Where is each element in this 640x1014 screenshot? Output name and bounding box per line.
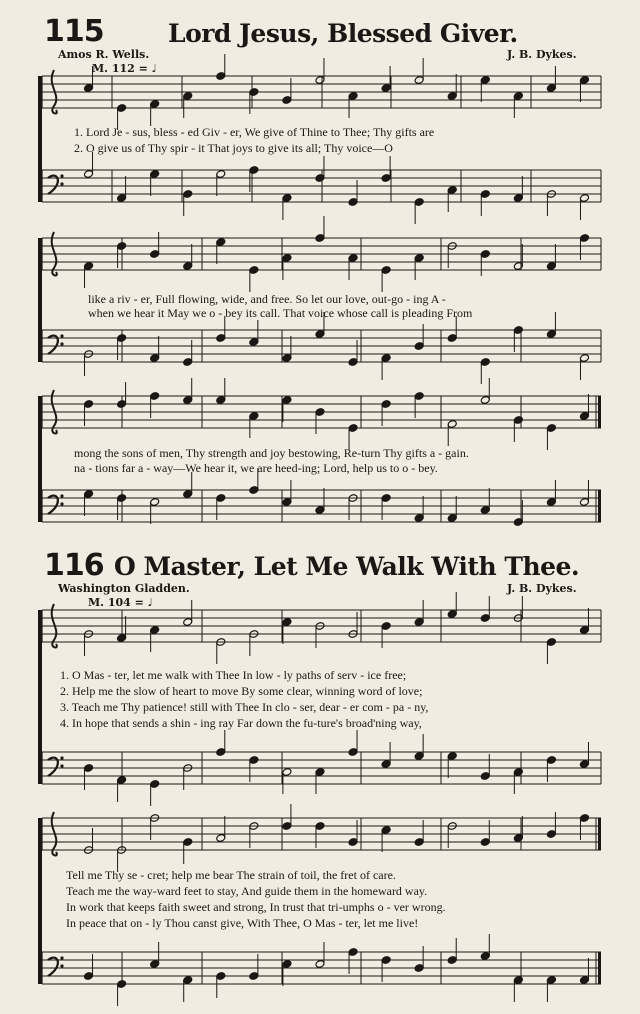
hymn-title: O Master, Let Me Walk With Thee. xyxy=(114,552,580,581)
system-bracket xyxy=(38,76,42,202)
lyric-verse-line: na - tions far a - way—We hear it, we are heed-ing; Lord, help us to o - bey. xyxy=(74,461,438,475)
system-bracket xyxy=(38,396,42,522)
bass-clef-icon xyxy=(60,182,63,185)
bass-clef-icon xyxy=(60,764,63,767)
bass-clef-icon xyxy=(60,494,63,497)
lyric-verse-line: 4. In hope that sends a shin - ing ray Far down the fu-ture's broad'ning way, xyxy=(60,716,422,730)
lyric-verse-line: 2. Help me the slow of heart to move By some clear, winning word of love; xyxy=(60,684,423,698)
lyric-verse-line: In work that keeps faith sweet and strong, In trust that tri-umphs o - ver wrong. xyxy=(66,900,446,914)
system-bracket xyxy=(38,610,42,784)
tempo-marking: M. 112 = ♩ xyxy=(92,62,157,75)
bass-clef-icon xyxy=(60,956,63,959)
bass-clef-icon xyxy=(60,964,63,967)
tempo-marking: M. 104 = ♩ xyxy=(88,596,153,609)
lyric-verse-line: when we hear it May we o - bey its call. That voice whose call is pleading From xyxy=(88,306,473,320)
system-bracket xyxy=(38,818,42,984)
hymn-number: 116 xyxy=(44,548,104,583)
lyricist-credit: Amos R. Wells. xyxy=(58,48,150,61)
composer-credit: J. B. Dykes. xyxy=(507,48,577,61)
lyric-verse-line: like a riv - er, Full flowing, wide, and free. So let our love, out-go - ing A - xyxy=(88,292,446,306)
system-bracket xyxy=(38,238,42,362)
lyric-verse-line: 1. Lord Je - sus, bless - ed Giv - er, We give of Thine to Thee; Thy gifts are xyxy=(74,125,435,139)
hymn-title: Lord Jesus, Blessed Giver. xyxy=(168,19,518,48)
lyric-verse-line: 1. O Mas - ter, let me walk with Thee In low - ly paths of serv - ice free; xyxy=(60,668,407,682)
hymn-number: 115 xyxy=(44,14,104,49)
lyric-verse-line: 2. O give us of Thy spir - it That joys to give its all; Thy voice—O xyxy=(74,141,393,155)
final-barline xyxy=(598,818,601,850)
bass-clef-icon xyxy=(60,334,63,337)
bass-clef-icon xyxy=(60,756,63,759)
bass-clef-icon xyxy=(60,342,63,345)
bass-clef-icon xyxy=(60,502,63,505)
lyric-verse-line: Tell me Thy se - cret; help me bear The strain of toil, the fret of care. xyxy=(66,868,396,882)
lyricist-credit: Washington Gladden. xyxy=(58,582,190,595)
final-barline xyxy=(598,396,601,428)
final-barline xyxy=(598,952,601,984)
bass-clef-icon xyxy=(60,174,63,177)
final-barline xyxy=(598,490,601,522)
lyric-verse-line: Teach me the way-ward feet to stay, And guide them in the homeward way. xyxy=(66,884,428,898)
lyric-verse-line: In peace that on - ly Thou canst give, With Thee, O Mas - ter, let me live! xyxy=(66,916,419,930)
lyric-verse-line: 3. Teach me Thy patience! still with Thee In clo - ser, dear - er com - pa - ny, xyxy=(60,700,429,714)
lyric-verse-line: mong the sons of men, Thy strength and joy bestowing, Re-turn Thy gifts a - gain. xyxy=(74,446,469,460)
composer-credit: J. B. Dykes. xyxy=(507,582,577,595)
